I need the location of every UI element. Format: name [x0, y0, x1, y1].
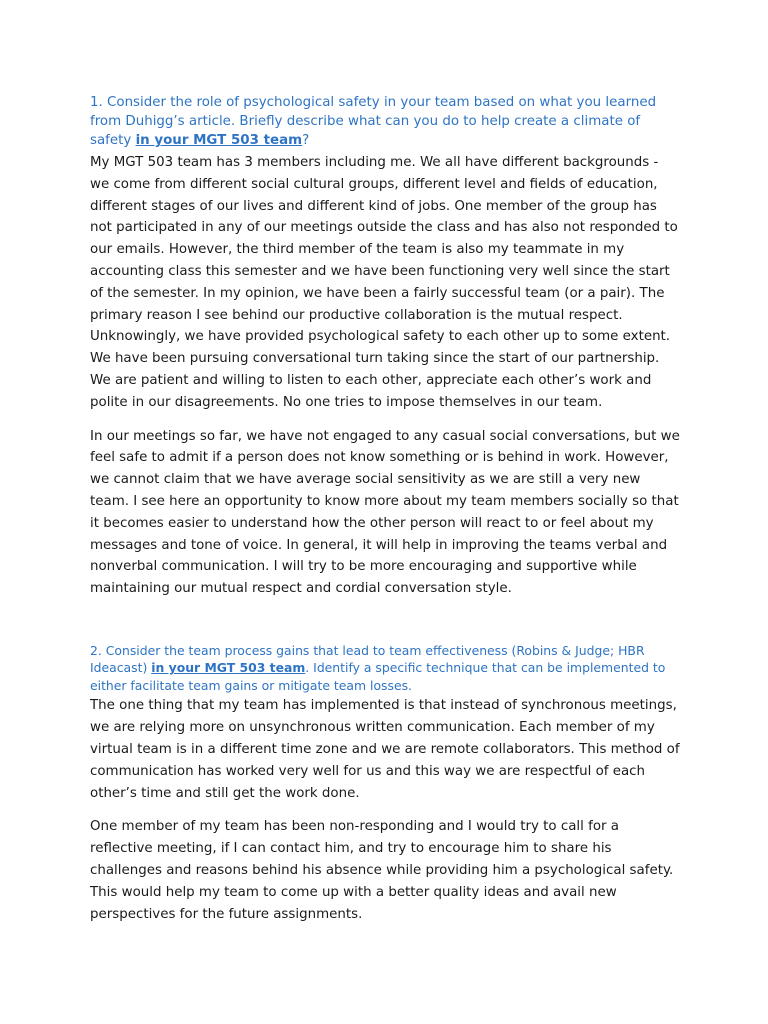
question-2	[90, 642, 680, 695]
question-1-text: 1. Consider the role of psychological safety in your team based on what you learned from Duhigg’s article. Briefly describe what can you do to help create a climate of safety	[90, 95, 657, 148]
question-2-suffix: . Identify a specific technique that can be implemented to either facilitate team gains or mitigate team losses.	[90, 660, 666, 693]
question-1	[90, 93, 680, 150]
answer-2-paragraph-1: The one thing that my team has implemented is that instead of synchronous meetings, we are relying more on unsynchronous written communication. Each member of my virtual team is in a different time zone and we are remote collaborators. This method of communication has worked very well for us and this way we are respectful of each other’s time and still get the work done.	[90, 698, 680, 801]
question-1-link[interactable]: in your MGT 503 team	[135, 133, 303, 148]
question-1-suffix: ?	[302, 133, 310, 148]
answer-1-paragraph-2: In our meetings so far, we have not engaged to any casual social conversations, but we feel safe to admit if a person does not know something or is behind in work. However, we cannot claim that we have average social sensitivity as we are still a very new team. I see here an opportunity to know more about my team members socially so that it becomes easier to understand how the other person will react to or feel about my messages and tone of voice. In general, it will help in improving the teams verbal and nonverbal communication. I will try to be more encouraging and supportive while maintaining our mutual respect and cordial conversation style.	[90, 428, 680, 597]
answer-2-paragraph-2: One member of my team has been non-responding and I would try to call for a reflective meeting, if I can contact him, and try to encourage him to share his challenges and reasons behind his absence while providing him a psychological safety. This would help my team to come up with a better quality ideas and avail new perspectives for the future assignments.	[90, 819, 674, 922]
question-2-link[interactable]: in your MGT 503 team	[151, 660, 306, 676]
answer-1-paragraph-1: My MGT 503 team has 3 members including me. We all have different backgrounds - we come from different social cultural groups, different level and fields of education, different stages of our lives and different kind of jobs. One member of the group has not participated in any of our meetings outside the class and has also not responded to our emails. However, the third member of the team is also my teammate in my accounting class this semester and we have been functioning very well since the start of the semester. In my opinion, we have been a fairly successful team (or a pair). The primary reason I see behind our productive collaboration is the mutual respect. Unknowingly, we have provided psychological safety to each other up to some extent. We have been pursuing conversational turn taking since the start of our partnership. We are patient and willing to listen to each other, appreciate each other’s work and polite in our disagreements. No one tries to impose themselves in our team.	[90, 155, 678, 410]
question-2-text: 2. Consider the team process gains that lead to team effectiveness (Robins & Judge; HBR Ideacast)	[90, 642, 645, 676]
document-page	[90, 93, 680, 925]
